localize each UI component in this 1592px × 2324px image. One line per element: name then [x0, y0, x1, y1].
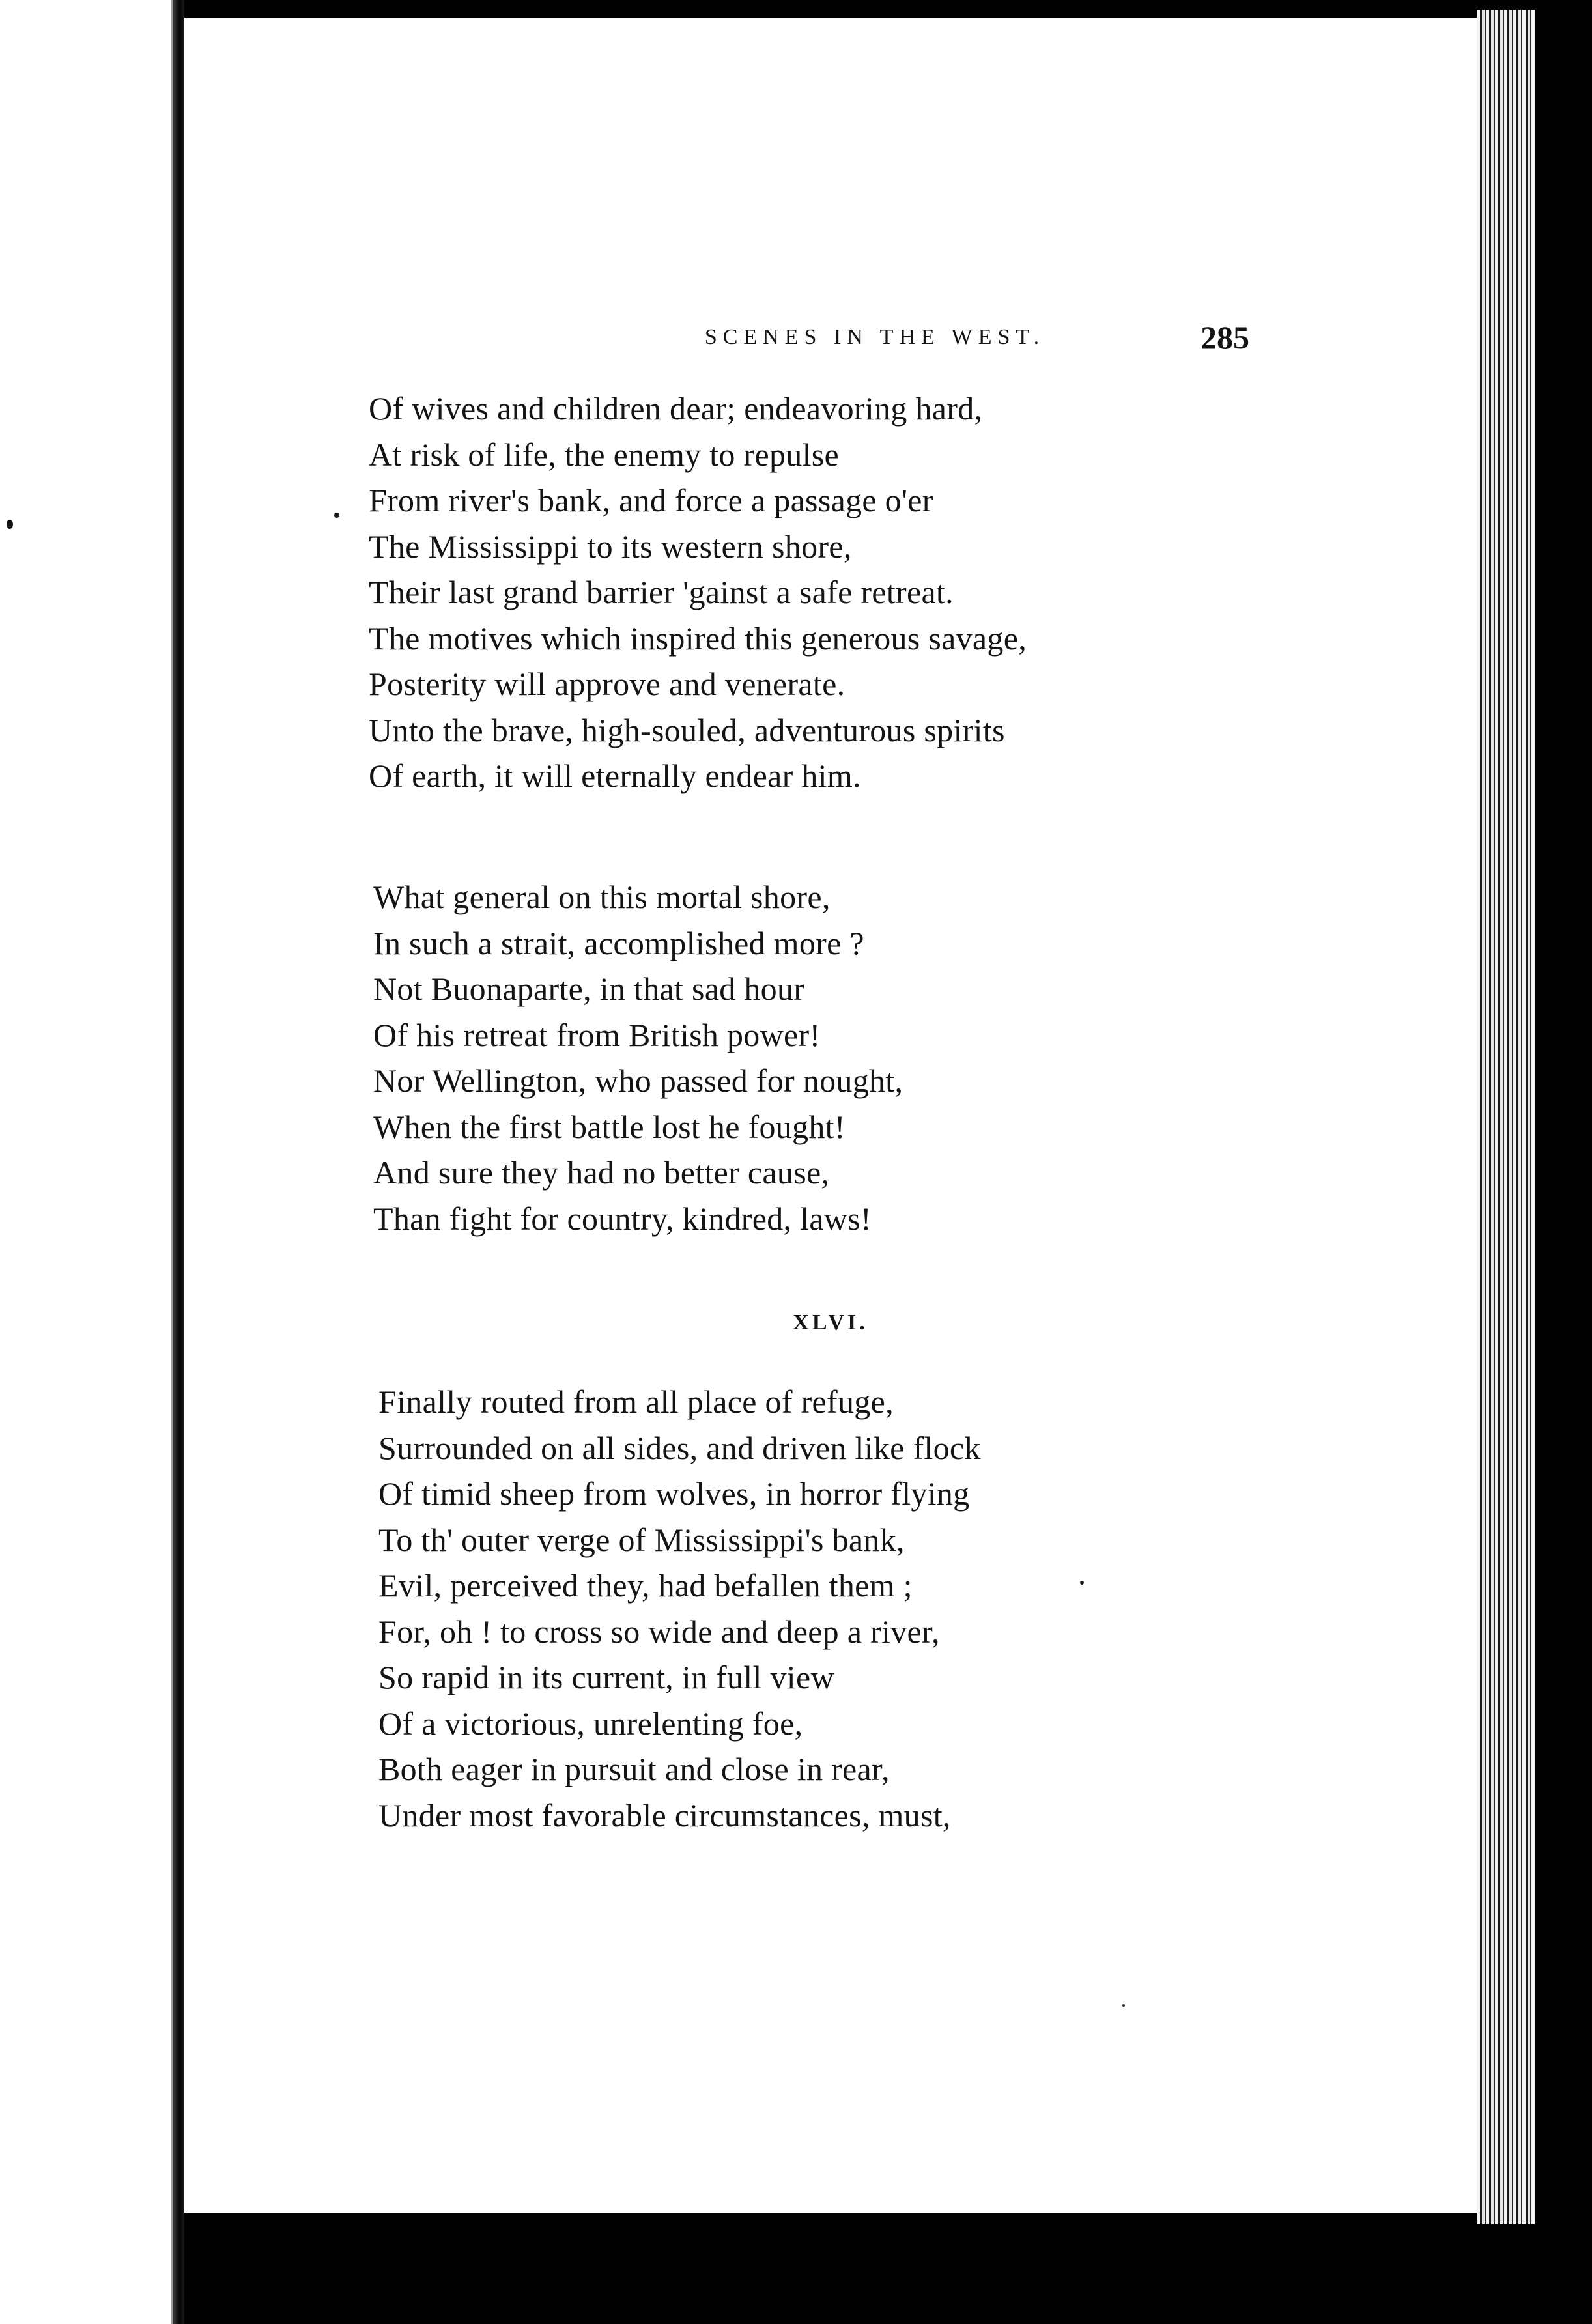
scan-border	[1535, 0, 1592, 2324]
verse-line: Both eager in pursuit and close in rear,	[378, 1751, 890, 1787]
stanza	[378, 1379, 1518, 1838]
running-head	[184, 319, 1477, 364]
verse-line: Of wives and children dear; endeavoring hard,	[369, 390, 983, 427]
verse-line: Nor Wellington, who passed for nought,	[373, 1062, 903, 1099]
scan-speck	[1122, 2004, 1125, 2007]
verse-line: Unto the brave, high-souled, adventurous spirits	[369, 711, 1005, 748]
verse-line: And sure they had no better cause,	[373, 1154, 830, 1191]
verse-line: At risk of life, the enemy to repulse	[369, 436, 840, 473]
facing-page-edge	[0, 0, 173, 2324]
verse-line: Under most favorable circumstances, must,	[378, 1796, 951, 1834]
verse-line: Finally routed from all place of refuge,	[378, 1383, 894, 1420]
book-gutter	[173, 0, 184, 2324]
verse-line: In such a strait, accomplished more ?	[373, 924, 864, 961]
verse-line: Of his retreat from British power!	[373, 1016, 821, 1053]
verse-line: What general on this mortal shore,	[373, 879, 831, 915]
page-number: 285	[1201, 319, 1249, 356]
stanza	[373, 874, 1513, 1241]
stanza	[369, 386, 1509, 799]
verse-line: So rapid in its current, in full view	[378, 1659, 834, 1695]
verse-line: From river's bank, and force a passage o'er	[369, 482, 933, 518]
scan-speck	[7, 520, 13, 529]
verse-line: Of earth, it will eternally endear him.	[369, 758, 861, 794]
verse-line: The Mississippi to its western shore,	[369, 528, 852, 565]
verse-line: When the first battle lost he fought!	[373, 1108, 846, 1145]
verse-line: Than fight for country, kindred, laws!	[373, 1200, 872, 1237]
section-numeral: XLVI.	[793, 1311, 868, 1335]
scan-speck	[334, 513, 339, 518]
verse-line: The motives which inspired this generous savage,	[369, 619, 1027, 657]
verse-line: To th' outer verge of Mississippi's bank,	[378, 1521, 905, 1558]
verse-line: Of timid sheep from wolves, in horror flying	[378, 1475, 970, 1512]
running-title: SCENES IN THE WEST.	[704, 325, 1045, 349]
verse-line: Posterity will approve and venerate.	[369, 666, 846, 702]
verse-line: Of a victorious, unrelenting foe,	[378, 1705, 803, 1742]
verse-line: Their last grand barrier 'gainst a safe retreat.	[369, 574, 954, 610]
verse-line: For, oh ! to cross so wide and deep a river,	[378, 1613, 940, 1650]
scan-speck	[1080, 1581, 1084, 1585]
page-edges	[1477, 10, 1535, 2224]
book-page	[184, 18, 1477, 2213]
verse-line: Evil, perceived they, had befallen them ;	[378, 1567, 913, 1604]
verse-line: Surrounded on all sides, and driven like flock	[378, 1429, 981, 1466]
verse-line: Not Buonaparte, in that sad hour	[373, 971, 805, 1007]
